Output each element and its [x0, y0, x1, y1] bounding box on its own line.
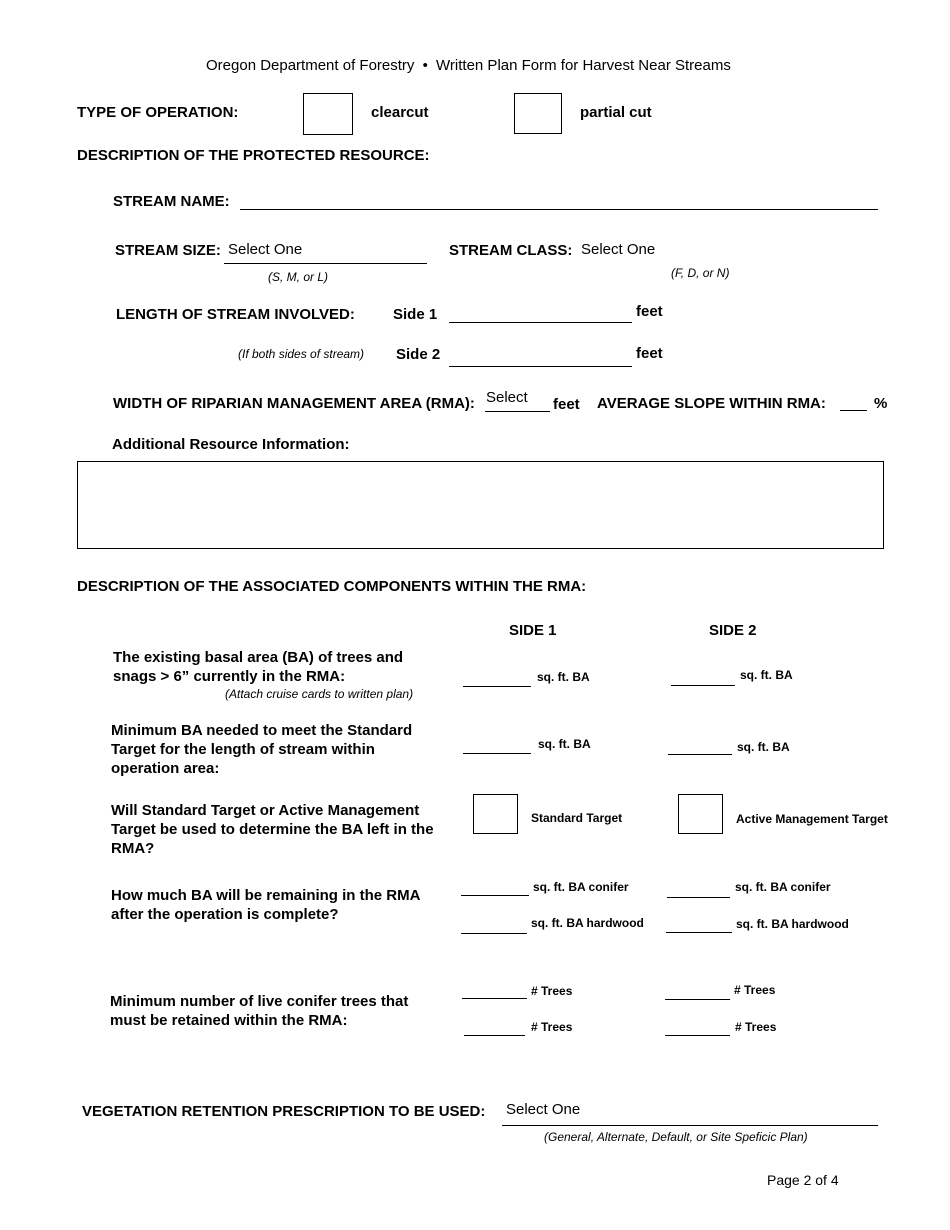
standard-target-label: Standard Target	[531, 811, 623, 825]
remaining-hardwood-side1-input[interactable]	[461, 933, 527, 934]
remaining-conifer-side1-input[interactable]	[461, 895, 529, 896]
stream-class-select[interactable]: Select One	[581, 241, 656, 258]
trees-side1-unit-a: # Trees	[531, 984, 573, 998]
clearcut-label: clearcut	[371, 104, 429, 121]
trees-side2-unit-a: # Trees	[734, 983, 776, 997]
stream-size-select[interactable]: Select One	[228, 241, 303, 258]
minimum-ba-side1-unit: sq. ft. BA	[538, 737, 591, 751]
trees-side2-input-b[interactable]	[665, 1035, 730, 1036]
stream-class-hint: (F, D, or N)	[671, 266, 730, 280]
minimum-ba-side2-input[interactable]	[668, 754, 732, 755]
page-number: Page 2 of 4	[767, 1172, 839, 1188]
trees-side1-input-b[interactable]	[464, 1035, 525, 1036]
prescription-select[interactable]: Select One	[506, 1101, 581, 1118]
remaining-hardwood-side2-input[interactable]	[666, 932, 732, 933]
trees-side2-input-a[interactable]	[665, 999, 730, 1000]
stream-size-underline	[224, 263, 427, 264]
existing-ba-side1-input[interactable]	[463, 686, 531, 687]
partial-cut-checkbox[interactable]	[514, 93, 562, 134]
remaining-conifer-side2-unit: sq. ft. BA conifer	[735, 880, 831, 894]
protected-resource-heading: DESCRIPTION OF THE PROTECTED RESOURCE:	[77, 147, 430, 164]
length-side1-unit: feet	[636, 303, 663, 320]
existing-ba-side2-input[interactable]	[671, 685, 735, 686]
existing-ba-side2-unit: sq. ft. BA	[740, 668, 793, 682]
remaining-hardwood-side2-unit: sq. ft. BA hardwood	[736, 917, 849, 931]
minimum-ba-side1-input[interactable]	[463, 753, 531, 754]
side1-label: Side 1	[393, 306, 438, 323]
stream-size-hint: (S, M, or L)	[268, 270, 329, 284]
slope-unit: %	[874, 395, 888, 412]
stream-name-label: STREAM NAME:	[113, 193, 230, 210]
slope-input[interactable]	[840, 410, 867, 411]
remaining-conifer-side1-unit: sq. ft. BA conifer	[533, 880, 629, 894]
length-side1-input[interactable]	[449, 322, 632, 323]
side2-label: Side 2	[396, 346, 441, 363]
partial-cut-label: partial cut	[580, 104, 652, 121]
remaining-conifer-side2-input[interactable]	[667, 897, 730, 898]
clearcut-checkbox[interactable]	[303, 93, 353, 135]
trees-side1-unit-b: # Trees	[531, 1020, 573, 1034]
length-side2-input[interactable]	[449, 366, 632, 367]
operation-label: TYPE OF OPERATION:	[77, 104, 239, 121]
rma-width-select[interactable]: Select	[486, 389, 528, 406]
existing-ba-side1-unit: sq. ft. BA	[537, 670, 590, 684]
remaining-hardwood-side1-unit: sq. ft. BA hardwood	[531, 916, 644, 930]
question-minimum-ba: Minimum BA needed to meet the Standard Target for the length of stream within operation area:	[111, 722, 413, 777]
trees-side2-unit-b: # Trees	[735, 1020, 777, 1034]
trees-side1-input-a[interactable]	[462, 998, 527, 999]
both-sides-hint: (If both sides of stream)	[238, 347, 365, 361]
rma-width-label: WIDTH OF RIPARIAN MANAGEMENT AREA (RMA):	[113, 395, 475, 412]
question-target-type: Will Standard Target or Active Management Target be used to determine the BA left in the RMA?	[111, 802, 434, 857]
prescription-underline	[502, 1125, 878, 1126]
rma-width-unit: feet	[553, 396, 580, 413]
prescription-label: VEGETATION RETENTION PRESCRIPTION TO BE USED:	[82, 1103, 486, 1120]
minimum-ba-side2-unit: sq. ft. BA	[737, 740, 790, 754]
prescription-hint: (General, Alternate, Default, or Site Speficic Plan)	[544, 1130, 808, 1144]
question-existing-ba: The existing basal area (BA) of trees and snags > 6” currently in the RMA:	[113, 649, 404, 685]
length-label: LENGTH OF STREAM INVOLVED:	[116, 306, 355, 323]
rma-width-underline	[485, 411, 550, 412]
side2-column-header: SIDE 2	[709, 622, 757, 639]
question-conifer-trees: Minimum number of live conifer trees that must be retained within the RMA:	[110, 993, 409, 1029]
stream-name-input[interactable]	[240, 209, 878, 210]
active-management-target-checkbox[interactable]	[678, 794, 723, 834]
stream-class-label: STREAM CLASS:	[449, 242, 573, 259]
stream-size-label: STREAM SIZE:	[115, 242, 221, 259]
additional-info-label: Additional Resource Information:	[112, 436, 350, 453]
cruise-cards-hint: (Attach cruise cards to written plan)	[225, 687, 414, 701]
length-side2-unit: feet	[636, 345, 663, 362]
side1-column-header: SIDE 1	[509, 622, 557, 639]
slope-label: AVERAGE SLOPE WITHIN RMA:	[597, 395, 826, 412]
components-heading: DESCRIPTION OF THE ASSOCIATED COMPONENTS WITHIN THE RMA:	[77, 578, 587, 595]
standard-target-checkbox[interactable]	[473, 794, 518, 834]
active-management-target-label: Active Management Target	[736, 812, 888, 826]
page-title: Oregon Department of Forestry • Written Plan Form for Harvest Near Streams	[206, 57, 731, 74]
question-remaining-ba: How much BA will be remaining in the RMA after the operation is complete?	[111, 887, 420, 923]
additional-info-textarea[interactable]	[77, 461, 884, 549]
